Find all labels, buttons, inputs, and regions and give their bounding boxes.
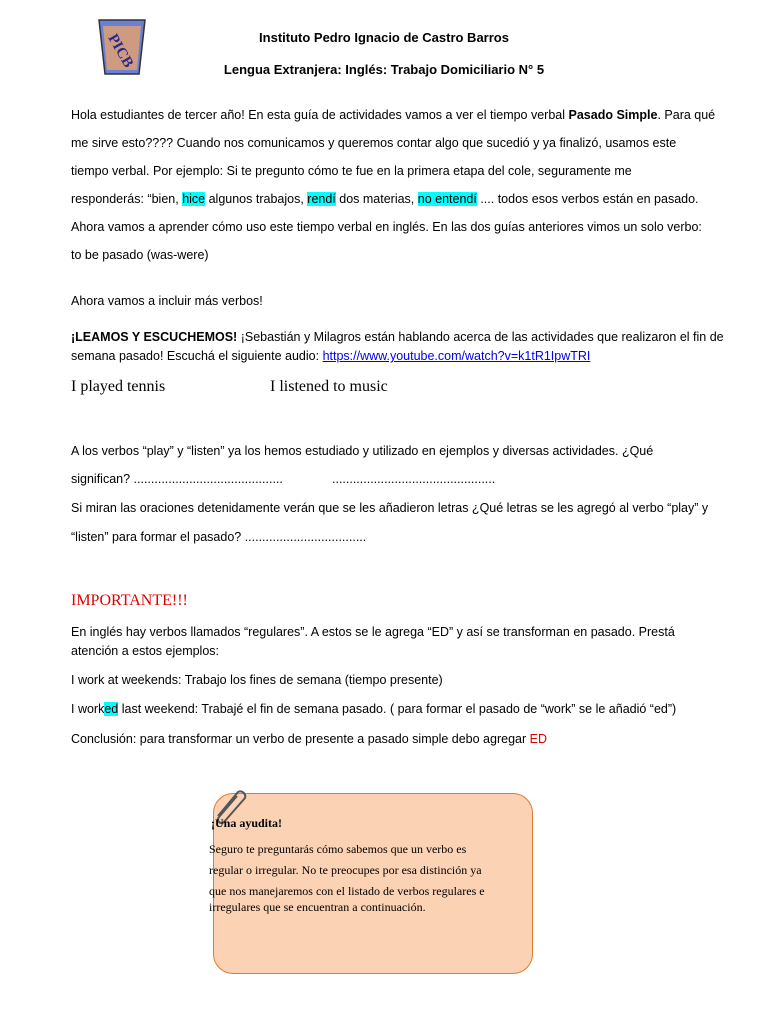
listen-text: ¡Sebastián y Milagros están hablando acerca de las actividades que realizaron el fin de: [237, 330, 724, 344]
question-2-line-1: Si miran las oraciones detenidamente verán que se les añadieron letras ¿Qué letras se les agregó al verbo “play” y: [71, 501, 709, 515]
intro-text: .... todos esos verbos están en pasado.: [476, 192, 699, 206]
question-1-answer-1: significan? ...........................................: [71, 472, 283, 486]
intro-text: algunos trabajos,: [205, 192, 308, 206]
conclusion: [71, 732, 547, 746]
conclusion-ed: ED: [529, 732, 547, 746]
document-subtitle: Lengua Extranjera: Inglés: Trabajo Domiciliario N° 5: [223, 62, 545, 77]
intro-line-2: me sirve esto???? Cuando nos comunicamos y queremos contar algo que sucedió y ya finalizó, usamos este: [71, 136, 677, 150]
intro-line-3: tiempo verbal. Por ejemplo: Si te pregunto cómo te fue en la primera etapa del cole, seguramente me: [71, 164, 632, 178]
intro-text: responderás: “bien,: [71, 192, 183, 206]
intro-line-5: Ahora vamos a aprender cómo uso este tiempo verbal en inglés. En las dos guías anteriores vimos un solo verbo:: [71, 220, 702, 234]
note-line-2: regular o irregular. No te preocupes por esa distinción ya: [209, 863, 482, 877]
intro-text: dos materias,: [335, 192, 418, 206]
listen-heading: ¡LEAMOS Y ESCUCHEMOS!: [71, 330, 238, 344]
note-line-1: Seguro te preguntarás cómo sabemos que un verbo es: [209, 842, 467, 856]
example-text: last weekend: Trabajé el fin de semana pasado. ( para formar el pasado de “work” se le añadió “ed”): [118, 702, 677, 716]
highlight-rendi: rendí: [307, 192, 336, 206]
pasado-simple-term: Pasado Simple: [568, 108, 658, 122]
important-para-1: En inglés hay verbos llamados “regulares”. A estos se le agrega “ED” y así se transforman en pasado. Prestá: [71, 625, 675, 639]
example-past: [71, 702, 676, 716]
school-name: Instituto Pedro Ignacio de Castro Barros: [259, 30, 509, 45]
important-para-2: atención a estos ejemplos:: [71, 644, 220, 658]
note-title: ¡Una ayudita!: [211, 816, 283, 830]
logo-text: PICB: [104, 31, 137, 71]
question-2-line-2: “listen” para formar el pasado? ...................................: [71, 530, 367, 544]
note-line-3: que nos manejaremos con el listado de verbos regulares e: [209, 884, 485, 898]
listen-line-2: [71, 349, 590, 363]
listen-text: semana pasado! Escuchá el siguiente audio:: [71, 349, 323, 363]
question-1-line-1: A los verbos “play” y “listen” ya los hemos estudiado y utilizado en ejemplos y diversas actividades. ¿Qué: [71, 444, 654, 458]
example-played: I played tennis: [71, 378, 166, 395]
highlight-ed: ed: [104, 702, 119, 716]
example-present: I work at weekends: Trabajo los fines de semana (tiempo presente): [71, 673, 443, 687]
example-listened: I listened to music: [270, 378, 388, 395]
highlight-no-entendi: no entendí: [417, 192, 477, 206]
conclusion-text: Conclusión: para transformar un verbo de presente a pasado simple debo agregar: [71, 732, 530, 746]
more-verbs-text: Ahora vamos a incluir más verbos!: [71, 294, 263, 308]
intro-line-6: to be pasado (was-were): [71, 248, 209, 262]
youtube-audio-link[interactable]: https://www.youtube.com/watch?v=k1tR1IpwTRI: [322, 349, 591, 363]
intro-text: Hola estudiantes de tercer año! En esta guía de actividades vamos a ver el tiempo verbal: [71, 108, 569, 122]
listen-line-1: [71, 330, 724, 344]
intro-text: . Para qué: [657, 108, 716, 122]
note-line-4: irregulares que se encuentran a continuación.: [209, 900, 426, 914]
example-text: I work: [71, 702, 105, 716]
intro-line-1: [71, 108, 715, 122]
intro-line-4: [71, 192, 699, 206]
highlight-hice: hice: [182, 192, 206, 206]
important-title: IMPORTANTE!!!: [71, 592, 188, 609]
question-1-answer-2: ...............................................: [332, 472, 496, 486]
